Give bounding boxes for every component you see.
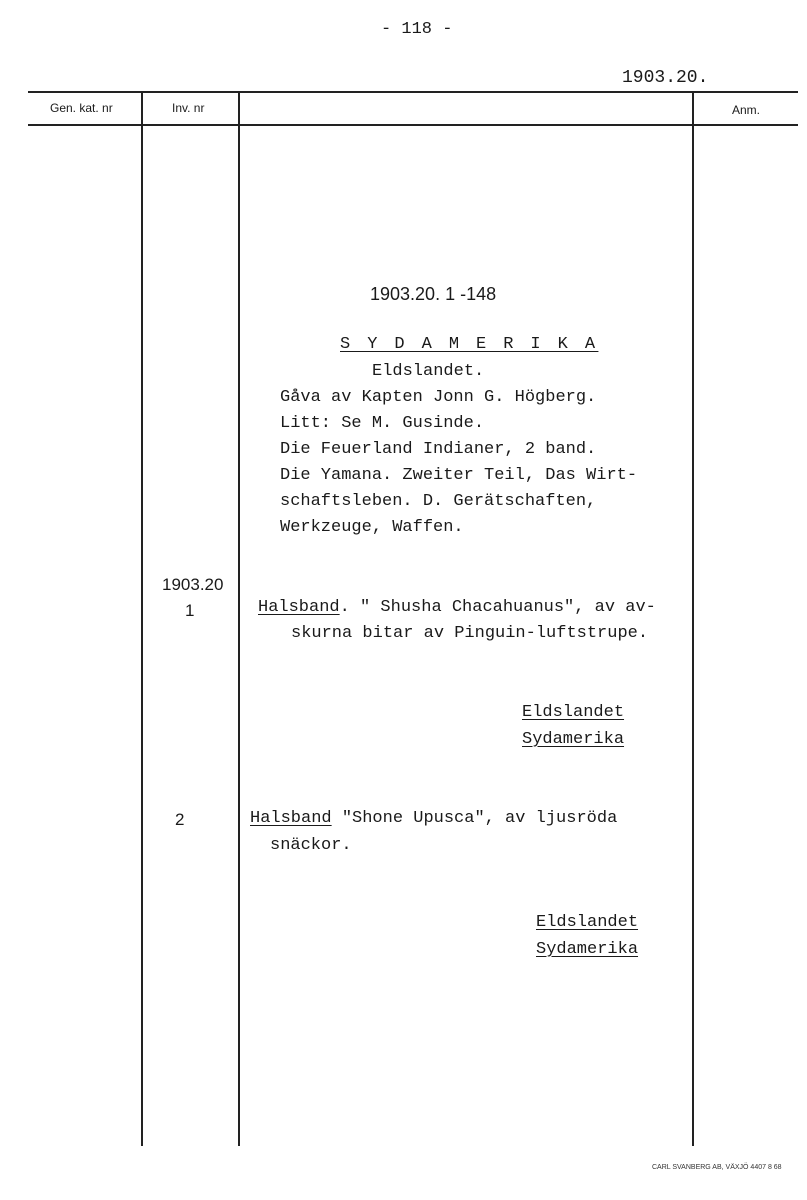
table-header-rule [28, 124, 798, 126]
object-name: Halsband [258, 598, 340, 617]
object-name: Halsband [250, 809, 332, 828]
intro-line: schaftsleben. D. Gerätschaften, [280, 492, 597, 511]
column-divider-2 [238, 91, 240, 1146]
entry-line [258, 598, 656, 617]
column-header-inv: Inv. nr [172, 101, 205, 115]
column-header-gen-kat: Gen. kat. nr [50, 101, 113, 115]
place-continent: Sydamerika [522, 730, 625, 749]
intro-line: Die Yamana. Zweiter Teil, Das Wirt- [280, 466, 638, 485]
header-reference: 1903.20. [622, 68, 709, 88]
page-number: - 118 - [381, 20, 453, 39]
printer-note: CARL SVANBERG AB, VÄXJÖ 4407 8 68 [652, 1164, 782, 1171]
intro-line: Eldslandet. [372, 362, 485, 381]
column-header-anm: Anm. [732, 103, 761, 117]
collection-range: 1903.20. 1 -148 [370, 284, 497, 304]
intro-line: Die Feuerland Indianer, 2 band. [280, 440, 597, 459]
inventory-number: 2 [175, 810, 185, 829]
place-locality: Eldslandet [522, 703, 625, 722]
intro-line: Gåva av Kapten Jonn G. Högberg. [280, 388, 597, 407]
table-top-rule [28, 91, 798, 93]
column-divider-3 [692, 91, 694, 1146]
column-divider-1 [141, 91, 143, 1146]
object-description: "Shone Upusca", av ljusröda [331, 809, 618, 828]
intro-line: Litt: Se M. Gusinde. [280, 414, 485, 433]
object-description: . " Shusha Chacahuanus", av av- [339, 598, 656, 617]
region-heading: S Y D A M E R I K A [340, 335, 599, 354]
entry-line [250, 809, 617, 828]
inventory-number: 1 [185, 601, 195, 620]
inventory-prefix: 1903.20 [162, 575, 224, 594]
place-locality: Eldslandet [536, 913, 639, 932]
intro-line: Werkzeuge, Waffen. [280, 518, 464, 537]
object-description-cont: snäckor. [270, 836, 352, 855]
place-continent: Sydamerika [536, 940, 639, 959]
object-description-cont: skurna bitar av Pinguin-luftstrupe. [291, 624, 649, 643]
